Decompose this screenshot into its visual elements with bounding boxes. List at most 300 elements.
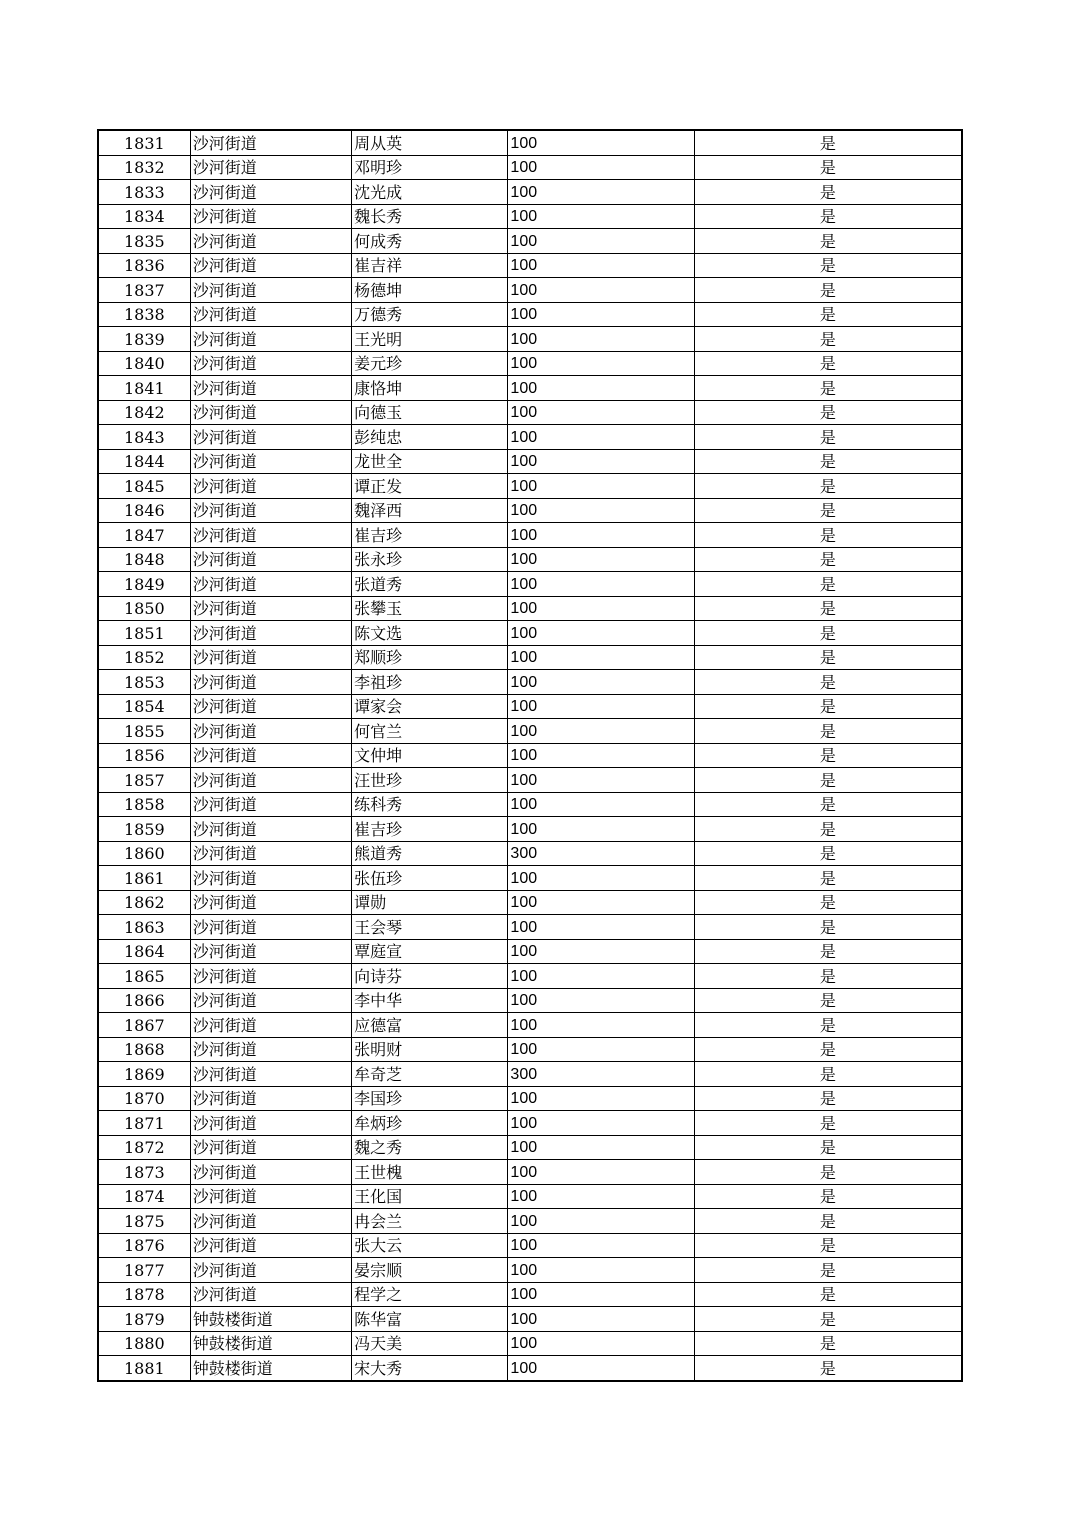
table-row bbox=[98, 1209, 962, 1234]
row-number-cell: 1860 bbox=[98, 841, 190, 866]
flag-cell: 是 bbox=[694, 1160, 962, 1185]
flag-cell: 是 bbox=[694, 1331, 962, 1356]
street-cell: 沙河街道 bbox=[190, 1184, 351, 1209]
table-row bbox=[98, 866, 962, 891]
flag-cell: 是 bbox=[694, 1062, 962, 1087]
amount-cell: 100 bbox=[508, 376, 694, 401]
table-row bbox=[98, 890, 962, 915]
row-number-cell: 1871 bbox=[98, 1111, 190, 1136]
row-number-cell: 1857 bbox=[98, 768, 190, 793]
amount-cell: 100 bbox=[508, 523, 694, 548]
street-cell: 沙河街道 bbox=[190, 474, 351, 499]
row-number-cell: 1854 bbox=[98, 694, 190, 719]
amount-cell: 100 bbox=[508, 1209, 694, 1234]
street-cell: 沙河街道 bbox=[190, 1135, 351, 1160]
flag-cell: 是 bbox=[694, 743, 962, 768]
amount-cell: 100 bbox=[508, 1258, 694, 1283]
amount-cell: 100 bbox=[508, 1135, 694, 1160]
name-cell: 晏宗顺 bbox=[352, 1258, 508, 1283]
amount-cell: 100 bbox=[508, 351, 694, 376]
table-row bbox=[98, 670, 962, 695]
row-number-cell: 1852 bbox=[98, 645, 190, 670]
table-row bbox=[98, 204, 962, 229]
table-row bbox=[98, 768, 962, 793]
name-cell: 李国珍 bbox=[352, 1086, 508, 1111]
street-cell: 沙河街道 bbox=[190, 155, 351, 180]
street-cell: 沙河街道 bbox=[190, 180, 351, 205]
flag-cell: 是 bbox=[694, 596, 962, 621]
name-cell: 杨德坤 bbox=[352, 278, 508, 303]
table-row bbox=[98, 130, 962, 155]
row-number-cell: 1849 bbox=[98, 572, 190, 597]
table-row bbox=[98, 694, 962, 719]
table-row bbox=[98, 327, 962, 352]
street-cell: 沙河街道 bbox=[190, 523, 351, 548]
amount-cell: 100 bbox=[508, 621, 694, 646]
name-cell: 陈文选 bbox=[352, 621, 508, 646]
table-row bbox=[98, 1356, 962, 1381]
name-cell: 何成秀 bbox=[352, 229, 508, 254]
street-cell: 沙河街道 bbox=[190, 1013, 351, 1038]
name-cell: 牟奇芝 bbox=[352, 1062, 508, 1087]
name-cell: 张伍珍 bbox=[352, 866, 508, 891]
table-row bbox=[98, 1135, 962, 1160]
street-cell: 沙河街道 bbox=[190, 498, 351, 523]
row-number-cell: 1853 bbox=[98, 670, 190, 695]
row-number-cell: 1834 bbox=[98, 204, 190, 229]
flag-cell: 是 bbox=[694, 890, 962, 915]
table-row bbox=[98, 964, 962, 989]
row-number-cell: 1874 bbox=[98, 1184, 190, 1209]
flag-cell: 是 bbox=[694, 1282, 962, 1307]
table-row bbox=[98, 792, 962, 817]
name-cell: 张明财 bbox=[352, 1037, 508, 1062]
name-cell: 康恪坤 bbox=[352, 376, 508, 401]
street-cell: 沙河街道 bbox=[190, 1086, 351, 1111]
amount-cell: 100 bbox=[508, 425, 694, 450]
name-cell: 何官兰 bbox=[352, 719, 508, 744]
flag-cell: 是 bbox=[694, 547, 962, 572]
table-row bbox=[98, 1184, 962, 1209]
flag-cell: 是 bbox=[694, 1307, 962, 1332]
flag-cell: 是 bbox=[694, 1233, 962, 1258]
amount-cell: 100 bbox=[508, 988, 694, 1013]
table-row bbox=[98, 743, 962, 768]
amount-cell: 100 bbox=[508, 302, 694, 327]
table-row bbox=[98, 523, 962, 548]
name-cell: 张永珍 bbox=[352, 547, 508, 572]
flag-cell: 是 bbox=[694, 792, 962, 817]
row-number-cell: 1876 bbox=[98, 1233, 190, 1258]
amount-cell: 100 bbox=[508, 1233, 694, 1258]
row-number-cell: 1844 bbox=[98, 449, 190, 474]
flag-cell: 是 bbox=[694, 155, 962, 180]
table-row bbox=[98, 474, 962, 499]
amount-cell: 100 bbox=[508, 670, 694, 695]
amount-cell: 100 bbox=[508, 743, 694, 768]
amount-cell: 100 bbox=[508, 130, 694, 155]
table-row bbox=[98, 572, 962, 597]
table-row bbox=[98, 915, 962, 940]
row-number-cell: 1833 bbox=[98, 180, 190, 205]
flag-cell: 是 bbox=[694, 915, 962, 940]
row-number-cell: 1879 bbox=[98, 1307, 190, 1332]
row-number-cell: 1878 bbox=[98, 1282, 190, 1307]
name-cell: 向诗芬 bbox=[352, 964, 508, 989]
flag-cell: 是 bbox=[694, 645, 962, 670]
flag-cell: 是 bbox=[694, 1209, 962, 1234]
name-cell: 谭正发 bbox=[352, 474, 508, 499]
name-cell: 张道秀 bbox=[352, 572, 508, 597]
row-number-cell: 1858 bbox=[98, 792, 190, 817]
flag-cell: 是 bbox=[694, 1258, 962, 1283]
name-cell: 谭勋 bbox=[352, 890, 508, 915]
flag-cell: 是 bbox=[694, 841, 962, 866]
street-cell: 沙河街道 bbox=[190, 425, 351, 450]
name-cell: 魏长秀 bbox=[352, 204, 508, 229]
street-cell: 沙河街道 bbox=[190, 964, 351, 989]
name-cell: 练科秀 bbox=[352, 792, 508, 817]
name-cell: 牟炳珍 bbox=[352, 1111, 508, 1136]
row-number-cell: 1869 bbox=[98, 1062, 190, 1087]
name-cell: 张大云 bbox=[352, 1233, 508, 1258]
street-cell: 沙河街道 bbox=[190, 596, 351, 621]
street-cell: 沙河街道 bbox=[190, 768, 351, 793]
name-cell: 文仲坤 bbox=[352, 743, 508, 768]
flag-cell: 是 bbox=[694, 229, 962, 254]
flag-cell: 是 bbox=[694, 768, 962, 793]
flag-cell: 是 bbox=[694, 302, 962, 327]
street-cell: 沙河街道 bbox=[190, 792, 351, 817]
amount-cell: 100 bbox=[508, 964, 694, 989]
flag-cell: 是 bbox=[694, 694, 962, 719]
flag-cell: 是 bbox=[694, 351, 962, 376]
row-number-cell: 1848 bbox=[98, 547, 190, 572]
row-number-cell: 1862 bbox=[98, 890, 190, 915]
table-row bbox=[98, 1086, 962, 1111]
row-number-cell: 1840 bbox=[98, 351, 190, 376]
name-cell: 魏之秀 bbox=[352, 1135, 508, 1160]
amount-cell: 100 bbox=[508, 1037, 694, 1062]
amount-cell: 100 bbox=[508, 1184, 694, 1209]
table-row bbox=[98, 1307, 962, 1332]
name-cell: 李祖珍 bbox=[352, 670, 508, 695]
street-cell: 沙河街道 bbox=[190, 645, 351, 670]
row-number-cell: 1868 bbox=[98, 1037, 190, 1062]
flag-cell: 是 bbox=[694, 327, 962, 352]
amount-cell: 100 bbox=[508, 474, 694, 499]
flag-cell: 是 bbox=[694, 964, 962, 989]
street-cell: 沙河街道 bbox=[190, 841, 351, 866]
street-cell: 沙河街道 bbox=[190, 694, 351, 719]
street-cell: 沙河街道 bbox=[190, 866, 351, 891]
street-cell: 沙河街道 bbox=[190, 890, 351, 915]
street-cell: 沙河街道 bbox=[190, 939, 351, 964]
flag-cell: 是 bbox=[694, 621, 962, 646]
flag-cell: 是 bbox=[694, 866, 962, 891]
amount-cell: 100 bbox=[508, 253, 694, 278]
amount-cell: 100 bbox=[508, 400, 694, 425]
row-number-cell: 1864 bbox=[98, 939, 190, 964]
street-cell: 沙河街道 bbox=[190, 253, 351, 278]
row-number-cell: 1867 bbox=[98, 1013, 190, 1038]
street-cell: 沙河街道 bbox=[190, 1037, 351, 1062]
street-cell: 沙河街道 bbox=[190, 670, 351, 695]
street-cell: 沙河街道 bbox=[190, 817, 351, 842]
name-cell: 龙世全 bbox=[352, 449, 508, 474]
table-row bbox=[98, 1037, 962, 1062]
row-number-cell: 1836 bbox=[98, 253, 190, 278]
name-cell: 沈光成 bbox=[352, 180, 508, 205]
name-cell: 覃庭宣 bbox=[352, 939, 508, 964]
name-cell: 张攀玉 bbox=[352, 596, 508, 621]
row-number-cell: 1839 bbox=[98, 327, 190, 352]
street-cell: 钟鼓楼街道 bbox=[190, 1307, 351, 1332]
amount-cell: 100 bbox=[508, 1307, 694, 1332]
amount-cell: 100 bbox=[508, 155, 694, 180]
row-number-cell: 1866 bbox=[98, 988, 190, 1013]
street-cell: 沙河街道 bbox=[190, 621, 351, 646]
street-cell: 沙河街道 bbox=[190, 229, 351, 254]
name-cell: 魏泽西 bbox=[352, 498, 508, 523]
amount-cell: 100 bbox=[508, 449, 694, 474]
flag-cell: 是 bbox=[694, 1184, 962, 1209]
row-number-cell: 1843 bbox=[98, 425, 190, 450]
amount-cell: 100 bbox=[508, 229, 694, 254]
row-number-cell: 1855 bbox=[98, 719, 190, 744]
table-row bbox=[98, 376, 962, 401]
flag-cell: 是 bbox=[694, 817, 962, 842]
flag-cell: 是 bbox=[694, 253, 962, 278]
amount-cell: 100 bbox=[508, 915, 694, 940]
amount-cell: 100 bbox=[508, 572, 694, 597]
amount-cell: 100 bbox=[508, 327, 694, 352]
table-row bbox=[98, 1062, 962, 1087]
street-cell: 沙河街道 bbox=[190, 547, 351, 572]
row-number-cell: 1837 bbox=[98, 278, 190, 303]
row-number-cell: 1831 bbox=[98, 130, 190, 155]
street-cell: 沙河街道 bbox=[190, 351, 351, 376]
row-number-cell: 1847 bbox=[98, 523, 190, 548]
row-number-cell: 1865 bbox=[98, 964, 190, 989]
row-number-cell: 1851 bbox=[98, 621, 190, 646]
row-number-cell: 1870 bbox=[98, 1086, 190, 1111]
row-number-cell: 1838 bbox=[98, 302, 190, 327]
name-cell: 邓明珍 bbox=[352, 155, 508, 180]
flag-cell: 是 bbox=[694, 376, 962, 401]
row-number-cell: 1872 bbox=[98, 1135, 190, 1160]
row-number-cell: 1846 bbox=[98, 498, 190, 523]
row-number-cell: 1842 bbox=[98, 400, 190, 425]
table-row bbox=[98, 817, 962, 842]
name-cell: 李中华 bbox=[352, 988, 508, 1013]
amount-cell: 100 bbox=[508, 1331, 694, 1356]
amount-cell: 100 bbox=[508, 596, 694, 621]
flag-cell: 是 bbox=[694, 180, 962, 205]
amount-cell: 100 bbox=[508, 645, 694, 670]
table-row bbox=[98, 1111, 962, 1136]
table-row bbox=[98, 939, 962, 964]
street-cell: 沙河街道 bbox=[190, 1160, 351, 1185]
table-row bbox=[98, 621, 962, 646]
flag-cell: 是 bbox=[694, 1111, 962, 1136]
flag-cell: 是 bbox=[694, 572, 962, 597]
name-cell: 王会琴 bbox=[352, 915, 508, 940]
table-row bbox=[98, 596, 962, 621]
street-cell: 沙河街道 bbox=[190, 719, 351, 744]
flag-cell: 是 bbox=[694, 278, 962, 303]
amount-cell: 100 bbox=[508, 694, 694, 719]
street-cell: 钟鼓楼街道 bbox=[190, 1356, 351, 1381]
table-row bbox=[98, 449, 962, 474]
amount-cell: 100 bbox=[508, 278, 694, 303]
street-cell: 钟鼓楼街道 bbox=[190, 1331, 351, 1356]
amount-cell: 300 bbox=[508, 841, 694, 866]
amount-cell: 100 bbox=[508, 1013, 694, 1038]
name-cell: 陈华富 bbox=[352, 1307, 508, 1332]
name-cell: 冉会兰 bbox=[352, 1209, 508, 1234]
flag-cell: 是 bbox=[694, 498, 962, 523]
table-row bbox=[98, 1258, 962, 1283]
name-cell: 郑顺珍 bbox=[352, 645, 508, 670]
street-cell: 沙河街道 bbox=[190, 1282, 351, 1307]
flag-cell: 是 bbox=[694, 1356, 962, 1381]
name-cell: 王世槐 bbox=[352, 1160, 508, 1185]
amount-cell: 100 bbox=[508, 719, 694, 744]
table-row bbox=[98, 351, 962, 376]
name-cell: 彭纯忠 bbox=[352, 425, 508, 450]
flag-cell: 是 bbox=[694, 400, 962, 425]
flag-cell: 是 bbox=[694, 1135, 962, 1160]
amount-cell: 100 bbox=[508, 1356, 694, 1381]
amount-cell: 100 bbox=[508, 1111, 694, 1136]
name-cell: 王化国 bbox=[352, 1184, 508, 1209]
amount-cell: 100 bbox=[508, 939, 694, 964]
name-cell: 熊道秀 bbox=[352, 841, 508, 866]
amount-cell: 100 bbox=[508, 768, 694, 793]
table-row bbox=[98, 253, 962, 278]
name-cell: 汪世珍 bbox=[352, 768, 508, 793]
row-number-cell: 1845 bbox=[98, 474, 190, 499]
table-body bbox=[98, 130, 962, 1381]
amount-cell: 100 bbox=[508, 817, 694, 842]
amount-cell: 100 bbox=[508, 1086, 694, 1111]
name-cell: 万德秀 bbox=[352, 302, 508, 327]
flag-cell: 是 bbox=[694, 425, 962, 450]
row-number-cell: 1859 bbox=[98, 817, 190, 842]
street-cell: 沙河街道 bbox=[190, 1209, 351, 1234]
street-cell: 沙河街道 bbox=[190, 1233, 351, 1258]
table-row bbox=[98, 229, 962, 254]
street-cell: 沙河街道 bbox=[190, 1258, 351, 1283]
row-number-cell: 1877 bbox=[98, 1258, 190, 1283]
amount-cell: 100 bbox=[508, 180, 694, 205]
street-cell: 沙河街道 bbox=[190, 130, 351, 155]
row-number-cell: 1880 bbox=[98, 1331, 190, 1356]
table-row bbox=[98, 155, 962, 180]
table-row bbox=[98, 1013, 962, 1038]
street-cell: 沙河街道 bbox=[190, 572, 351, 597]
street-cell: 沙河街道 bbox=[190, 204, 351, 229]
row-number-cell: 1856 bbox=[98, 743, 190, 768]
row-number-cell: 1835 bbox=[98, 229, 190, 254]
street-cell: 沙河街道 bbox=[190, 1062, 351, 1087]
amount-cell: 100 bbox=[508, 498, 694, 523]
flag-cell: 是 bbox=[694, 1086, 962, 1111]
row-number-cell: 1873 bbox=[98, 1160, 190, 1185]
flag-cell: 是 bbox=[694, 1013, 962, 1038]
street-cell: 沙河街道 bbox=[190, 988, 351, 1013]
flag-cell: 是 bbox=[694, 1037, 962, 1062]
name-cell: 应德富 bbox=[352, 1013, 508, 1038]
row-number-cell: 1832 bbox=[98, 155, 190, 180]
flag-cell: 是 bbox=[694, 449, 962, 474]
flag-cell: 是 bbox=[694, 939, 962, 964]
street-cell: 沙河街道 bbox=[190, 327, 351, 352]
street-cell: 沙河街道 bbox=[190, 915, 351, 940]
amount-cell: 100 bbox=[508, 204, 694, 229]
table-row bbox=[98, 278, 962, 303]
table-row bbox=[98, 1160, 962, 1185]
street-cell: 沙河街道 bbox=[190, 400, 351, 425]
flag-cell: 是 bbox=[694, 130, 962, 155]
table-row bbox=[98, 498, 962, 523]
amount-cell: 100 bbox=[508, 866, 694, 891]
row-number-cell: 1881 bbox=[98, 1356, 190, 1381]
name-cell: 宋大秀 bbox=[352, 1356, 508, 1381]
name-cell: 冯天美 bbox=[352, 1331, 508, 1356]
name-cell: 谭家会 bbox=[352, 694, 508, 719]
table-row bbox=[98, 1331, 962, 1356]
name-cell: 王光明 bbox=[352, 327, 508, 352]
table-row bbox=[98, 547, 962, 572]
flag-cell: 是 bbox=[694, 719, 962, 744]
row-number-cell: 1863 bbox=[98, 915, 190, 940]
flag-cell: 是 bbox=[694, 988, 962, 1013]
name-cell: 崔吉珍 bbox=[352, 817, 508, 842]
amount-cell: 100 bbox=[508, 890, 694, 915]
name-cell: 崔吉珍 bbox=[352, 523, 508, 548]
row-number-cell: 1850 bbox=[98, 596, 190, 621]
row-number-cell: 1861 bbox=[98, 866, 190, 891]
street-cell: 沙河街道 bbox=[190, 302, 351, 327]
flag-cell: 是 bbox=[694, 523, 962, 548]
table-row bbox=[98, 302, 962, 327]
data-table bbox=[97, 129, 963, 1382]
table-row bbox=[98, 400, 962, 425]
street-cell: 沙河街道 bbox=[190, 1111, 351, 1136]
table-row bbox=[98, 645, 962, 670]
name-cell: 姜元珍 bbox=[352, 351, 508, 376]
table-row bbox=[98, 425, 962, 450]
table-row bbox=[98, 841, 962, 866]
amount-cell: 100 bbox=[508, 792, 694, 817]
amount-cell: 300 bbox=[508, 1062, 694, 1087]
flag-cell: 是 bbox=[694, 474, 962, 499]
street-cell: 沙河街道 bbox=[190, 278, 351, 303]
amount-cell: 100 bbox=[508, 1282, 694, 1307]
street-cell: 沙河街道 bbox=[190, 376, 351, 401]
table-row bbox=[98, 719, 962, 744]
street-cell: 沙河街道 bbox=[190, 743, 351, 768]
name-cell: 崔吉祥 bbox=[352, 253, 508, 278]
table-row bbox=[98, 988, 962, 1013]
amount-cell: 100 bbox=[508, 547, 694, 572]
flag-cell: 是 bbox=[694, 204, 962, 229]
table-row bbox=[98, 1282, 962, 1307]
amount-cell: 100 bbox=[508, 1160, 694, 1185]
name-cell: 向德玉 bbox=[352, 400, 508, 425]
